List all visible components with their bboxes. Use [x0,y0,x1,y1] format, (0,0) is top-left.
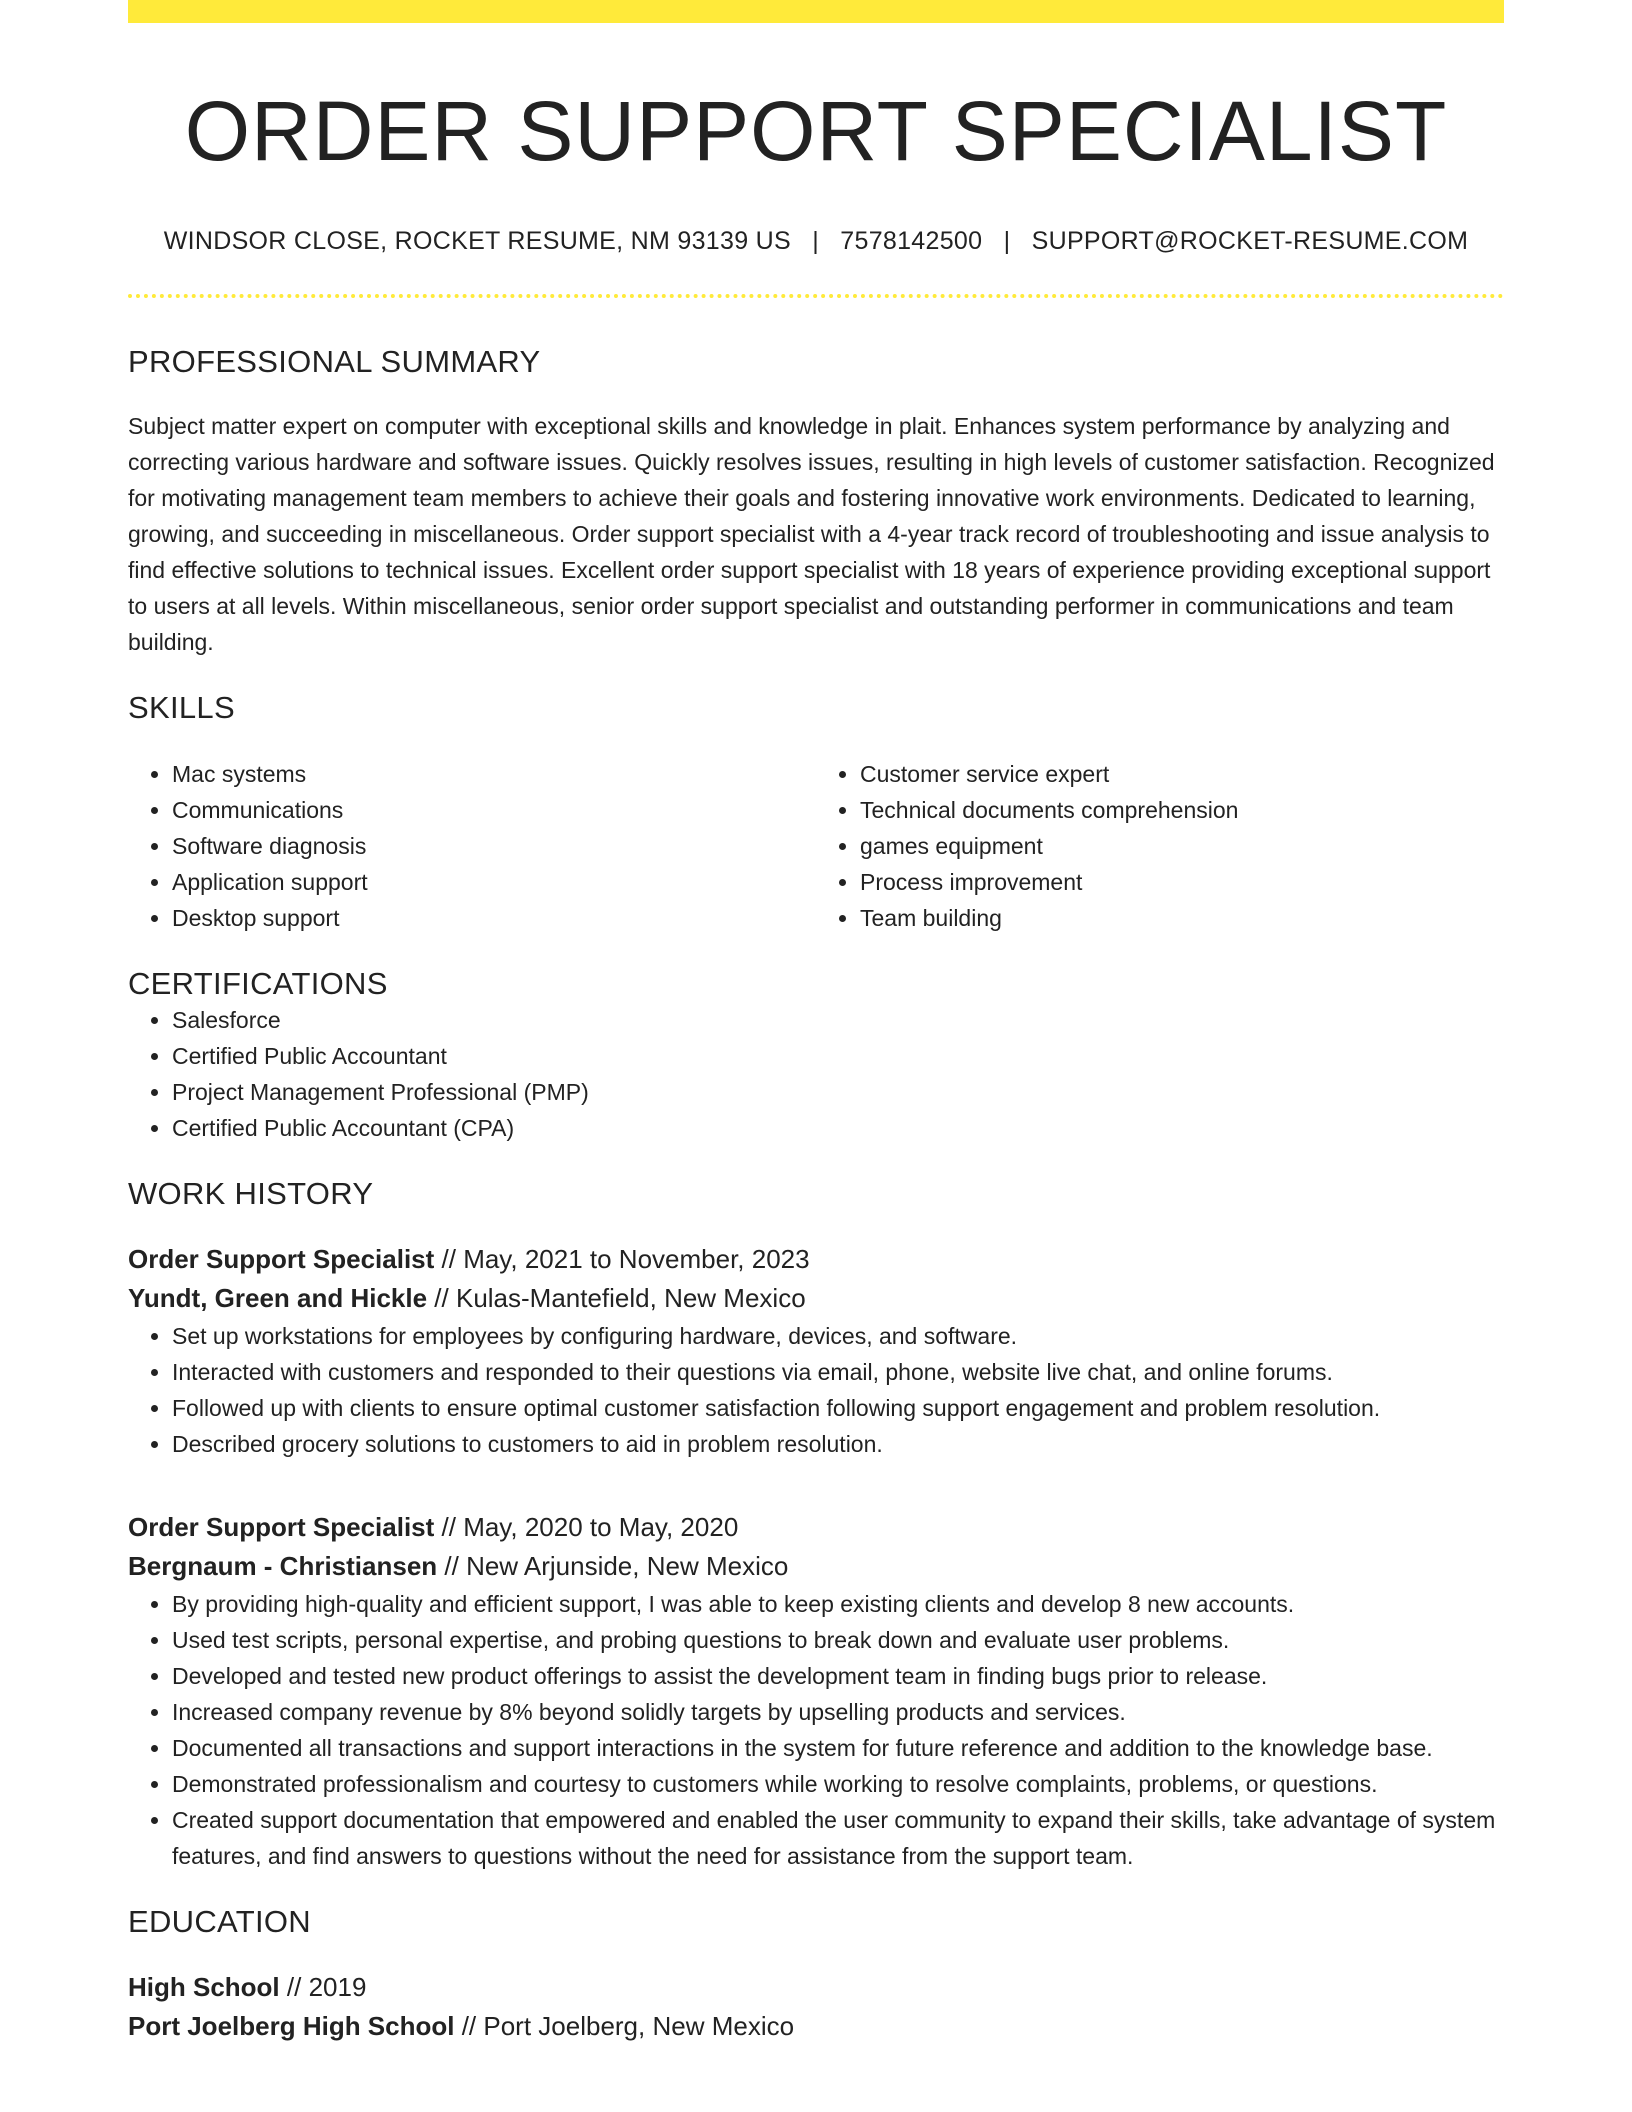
job-company: Bergnaum - Christiansen [128,1551,438,1582]
contact-phone: 7578142500 [840,227,983,256]
job-duty: • Followed up with clients to ensure optimal customer satisfaction following support engagement and problem resolution. [172,1390,1504,1426]
header-divider [128,294,1504,298]
skill-item: • Technical documents comprehension [860,792,1504,828]
resume-page [128,0,1504,2046]
job-role: Order Support Specialist [128,1512,435,1543]
job-role-line [128,1508,1504,1547]
skill-item: • Software diagnosis [172,828,816,864]
skill-item: • Application support [172,864,816,900]
certification-item: • Salesforce [172,1002,1504,1038]
education-degree: High School [128,1972,280,2003]
skill-item: • Customer service expert [860,756,1504,792]
work-history-heading: WORK HISTORY [128,1176,374,1212]
job-entry [128,1240,1504,1462]
job-location: // Kulas-Mantefield, New Mexico [427,1283,806,1314]
education-school-line [128,2007,1504,2046]
certification-item: • Certified Public Accountant (CPA) [172,1110,1504,1146]
contact-separator: | [1003,227,1011,256]
candidate-title: ORDER SUPPORT SPECIALIST [184,84,1448,178]
job-duty: • By providing high-quality and efficient support, I was able to keep existing clients and develop 8 new accounts. [172,1586,1504,1622]
skills-right-list [816,756,1504,936]
skill-item: • Process improvement [860,864,1504,900]
contact-email: SUPPORT@ROCKET-RESUME.COM [1031,227,1469,256]
skill-item: • Communications [172,792,816,828]
skills-left-list [128,756,816,936]
certifications-heading: CERTIFICATIONS [128,966,388,1002]
contact-line [128,227,1504,256]
job-role: Order Support Specialist [128,1244,435,1275]
education-year: // 2019 [279,1972,367,2003]
summary-heading: PROFESSIONAL SUMMARY [128,344,541,380]
job-duty: • Described grocery solutions to customers to aid in problem resolution. [172,1426,1504,1462]
education-degree-line [128,1968,1504,2007]
job-duty: • Set up workstations for employees by configuring hardware, devices, and software. [172,1318,1504,1354]
education-location: // Port Joelberg, New Mexico [454,2011,795,2042]
job-entry [128,1508,1504,1874]
contact-separator: | [812,227,820,256]
job-duties-list [128,1318,1504,1462]
job-duty: • Documented all transactions and support interactions in the system for future reference and addition to the knowledge base. [172,1730,1504,1766]
education-school: Port Joelberg High School [128,2011,455,2042]
job-location: // New Arjunside, New Mexico [437,1551,789,1582]
job-role-line [128,1240,1504,1279]
job-duties-list [128,1586,1504,1874]
skill-item: • Mac systems [172,756,816,792]
job-duty: • Increased company revenue by 8% beyond solidly targets by upselling products and services. [172,1694,1504,1730]
certification-item: • Project Management Professional (PMP) [172,1074,1504,1110]
job-dates: // May, 2021 to November, 2023 [434,1244,810,1275]
job-dates: // May, 2020 to May, 2020 [434,1512,739,1543]
certification-item: • Certified Public Accountant [172,1038,1504,1074]
skills-heading: SKILLS [128,690,235,726]
job-company-line [128,1279,1504,1318]
skill-item: • games equipment [860,828,1504,864]
summary-text: Subject matter expert on computer with exceptional skills and knowledge in plait. Enhances system performance by analyzing and correcting various hardware and software issues. Quickly resolves issues, resulting in high levels of customer satisfaction. Recognized for motivating management team members to achieve their goals and fostering innovative work environments. Dedicated to learning, growing, and succeeding in miscellaneous. Order support specialist with a 4-year track record of troubleshooting and issue analysis to find effective solutions to technical issues. Excellent order support specialist with 18 years of experience providing exceptional support to users at all levels. Within miscellaneous, senior order support specialist and outstanding performer in communications and team building. [128,413,1495,656]
job-company: Yundt, Green and Hickle [128,1283,428,1314]
education-heading: EDUCATION [128,1904,311,1940]
job-duty: • Developed and tested new product offerings to assist the development team in finding bugs prior to release. [172,1658,1504,1694]
job-duty: • Created support documentation that empowered and enabled the user community to expand their skills, take advantage of system features, and find answers to questions without the need for assistance from the support team. [172,1802,1504,1874]
job-duty: • Demonstrated professionalism and courtesy to customers while working to resolve complaints, problems, or questions. [172,1766,1504,1802]
top-accent-bar [128,0,1504,23]
job-duty: • Used test scripts, personal expertise, and probing questions to break down and evaluate user problems. [172,1622,1504,1658]
job-duty: • Interacted with customers and responded to their questions via email, phone, website live chat, and online forums. [172,1354,1504,1390]
certifications-list [128,1002,1504,1146]
skill-item: • Desktop support [172,900,816,936]
education-entry [128,1968,1504,2046]
job-company-line [128,1547,1504,1586]
skills-grid [128,756,1504,936]
contact-address: WINDSOR CLOSE, ROCKET RESUME, NM 93139 US [163,227,791,256]
skill-item: • Team building [860,900,1504,936]
